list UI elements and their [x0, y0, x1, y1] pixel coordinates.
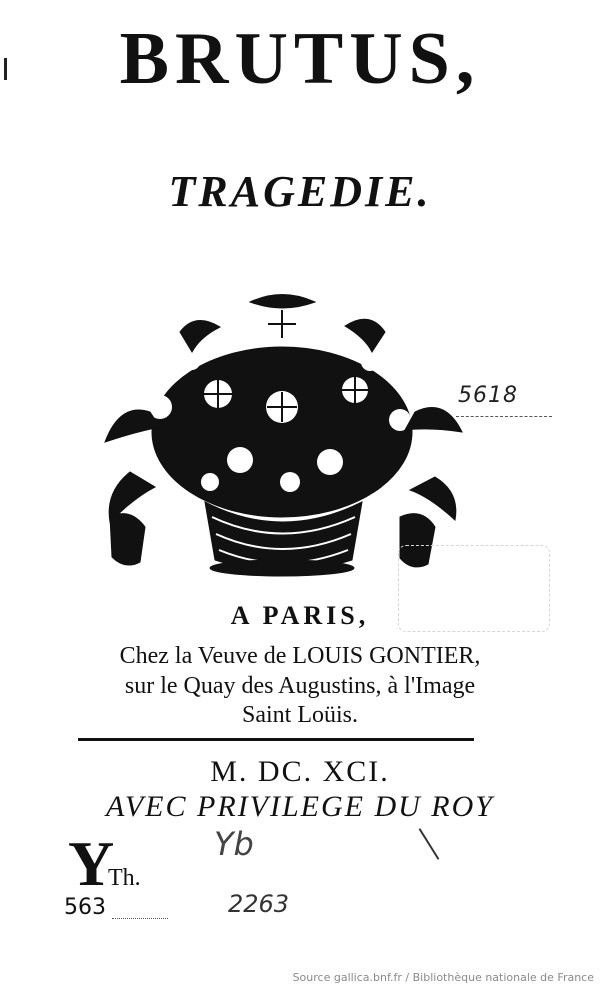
shelfmark-dotted-line — [112, 918, 168, 919]
royal-privilege: AVEC PRIVILEGE DU ROY — [106, 790, 494, 823]
imprint-place: A PARIS, — [230, 601, 370, 630]
imprint-sign: Saint Loüis. — [241, 702, 358, 728]
flower-basket-woodcut-icon — [100, 292, 465, 582]
handwritten-number: 2263 — [228, 890, 290, 918]
shelfmark-right: 5618 — [458, 383, 518, 408]
shelfmark-th: Th. — [108, 865, 141, 891]
source-credit: Source gallica.bnf.fr / Bibliothèque nationale de France — [292, 971, 594, 984]
stray-ink-mark — [419, 828, 440, 860]
horizontal-rule — [78, 738, 474, 741]
imprint-address: sur le Quay des Augustins, à l'Image — [124, 673, 476, 699]
book-title: BRUTUS, — [119, 18, 481, 100]
shelfmark-letter-y: Y — [68, 828, 115, 899]
shelfmark-underline — [456, 416, 552, 417]
handwritten-shelfmark: Yb — [214, 825, 254, 863]
book-subtitle: TRAGEDIE. — [168, 167, 432, 216]
imprint-publisher: Chez la Veuve de LOUIS GONTIER, — [119, 643, 481, 669]
publication-date: M. DC. XCI. — [210, 755, 390, 788]
shelfmark-number-left: 563 — [64, 895, 106, 920]
